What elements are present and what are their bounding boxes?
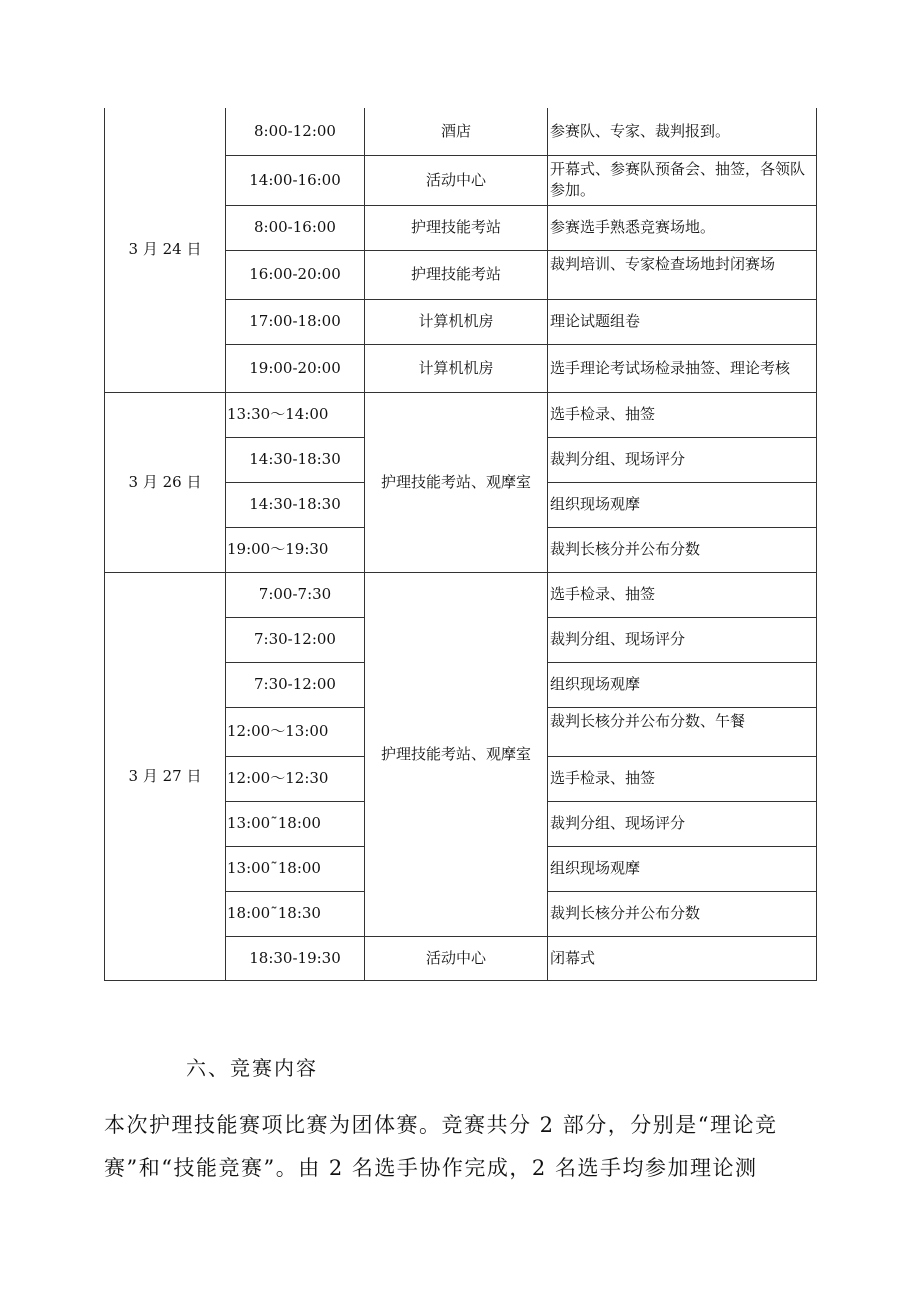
- activity-cell: 组织现场观摩: [548, 482, 817, 527]
- time-cell: 7:30-12:00: [226, 662, 365, 707]
- date-cell: 3 月 27 日: [105, 572, 226, 980]
- date-cell: 3 月 26 日: [105, 392, 226, 572]
- activity-cell: 参赛队、专家、裁判报到。: [548, 108, 817, 155]
- location-cell: 活动中心: [365, 936, 548, 980]
- time-cell: 12:00～13:00: [226, 707, 365, 756]
- activity-cell: 组织现场观摩: [548, 662, 817, 707]
- activity-cell: 闭幕式: [548, 936, 817, 980]
- section-heading: 六、竞赛内容: [186, 1056, 318, 1080]
- location-cell: 酒店: [365, 108, 548, 155]
- time-cell: 13:30～14:00: [226, 392, 365, 437]
- location-cell: 护理技能考站: [365, 205, 548, 250]
- location-cell: 护理技能考站: [365, 250, 548, 299]
- activity-cell: 理论试题组卷: [548, 299, 817, 344]
- date-cell: 3 月 24 日: [105, 108, 226, 392]
- location-cell: 护理技能考站、观摩室: [365, 572, 548, 936]
- activity-cell: 裁判分组、现场评分: [548, 437, 817, 482]
- activity-cell: 裁判分组、现场评分: [548, 801, 817, 846]
- table-row: [105, 108, 817, 155]
- time-cell: 16:00-20:00: [226, 250, 365, 299]
- time-cell: 14:30-18:30: [226, 437, 365, 482]
- time-cell: 14:30-18:30: [226, 482, 365, 527]
- time-cell: 13:00˜18:00: [226, 846, 365, 891]
- table-row: [105, 392, 817, 437]
- activity-cell: 选手检录、抽签: [548, 572, 817, 617]
- activity-cell: 开幕式、参赛队预备会、抽签，各领队参加。: [548, 155, 817, 205]
- activity-cell: 裁判长核分并公布分数: [548, 527, 817, 572]
- activity-cell: 裁判分组、现场评分: [548, 617, 817, 662]
- time-cell: 19:00～19:30: [226, 527, 365, 572]
- activity-cell: 组织现场观摩: [548, 846, 817, 891]
- location-cell: 活动中心: [365, 155, 548, 205]
- time-cell: 7:00-7:30: [226, 572, 365, 617]
- time-cell: 12:00～12:30: [226, 756, 365, 801]
- time-cell: 18:30-19:30: [226, 936, 365, 980]
- location-cell: 计算机机房: [365, 344, 548, 392]
- time-cell: 7:30-12:00: [226, 617, 365, 662]
- activity-cell: 选手理论考试场检录抽签、理论考核: [548, 344, 817, 392]
- time-cell: 18:00˜18:30: [226, 891, 365, 936]
- time-cell: 17:00-18:00: [226, 299, 365, 344]
- body-paragraph: 本次护理技能赛项比赛为团体赛。竞赛共分 2 部分，分别是“理论竞赛”和“技能竞赛”。由 2 名选手协作完成，2 名选手均参加理论测: [104, 1113, 778, 1180]
- table-row: [105, 572, 817, 617]
- activity-cell: 参赛选手熟悉竞赛场地。: [548, 205, 817, 250]
- activity-cell: 选手检录、抽签: [548, 392, 817, 437]
- activity-cell: 选手检录、抽签: [548, 756, 817, 801]
- time-cell: 13:00˜18:00: [226, 801, 365, 846]
- time-cell: 8:00-12:00: [226, 108, 365, 155]
- activity-cell: 裁判长核分并公布分数: [548, 891, 817, 936]
- location-cell: 计算机机房: [365, 299, 548, 344]
- schedule-table: [104, 108, 817, 981]
- time-cell: 14:00-16:00: [226, 155, 365, 205]
- location-cell: 护理技能考站、观摩室: [365, 392, 548, 572]
- time-cell: 19:00-20:00: [226, 344, 365, 392]
- time-cell: 8:00-16:00: [226, 205, 365, 250]
- activity-cell: 裁判培训、专家检查场地封闭赛场: [548, 250, 817, 299]
- activity-cell: 裁判长核分并公布分数、午餐: [548, 707, 817, 756]
